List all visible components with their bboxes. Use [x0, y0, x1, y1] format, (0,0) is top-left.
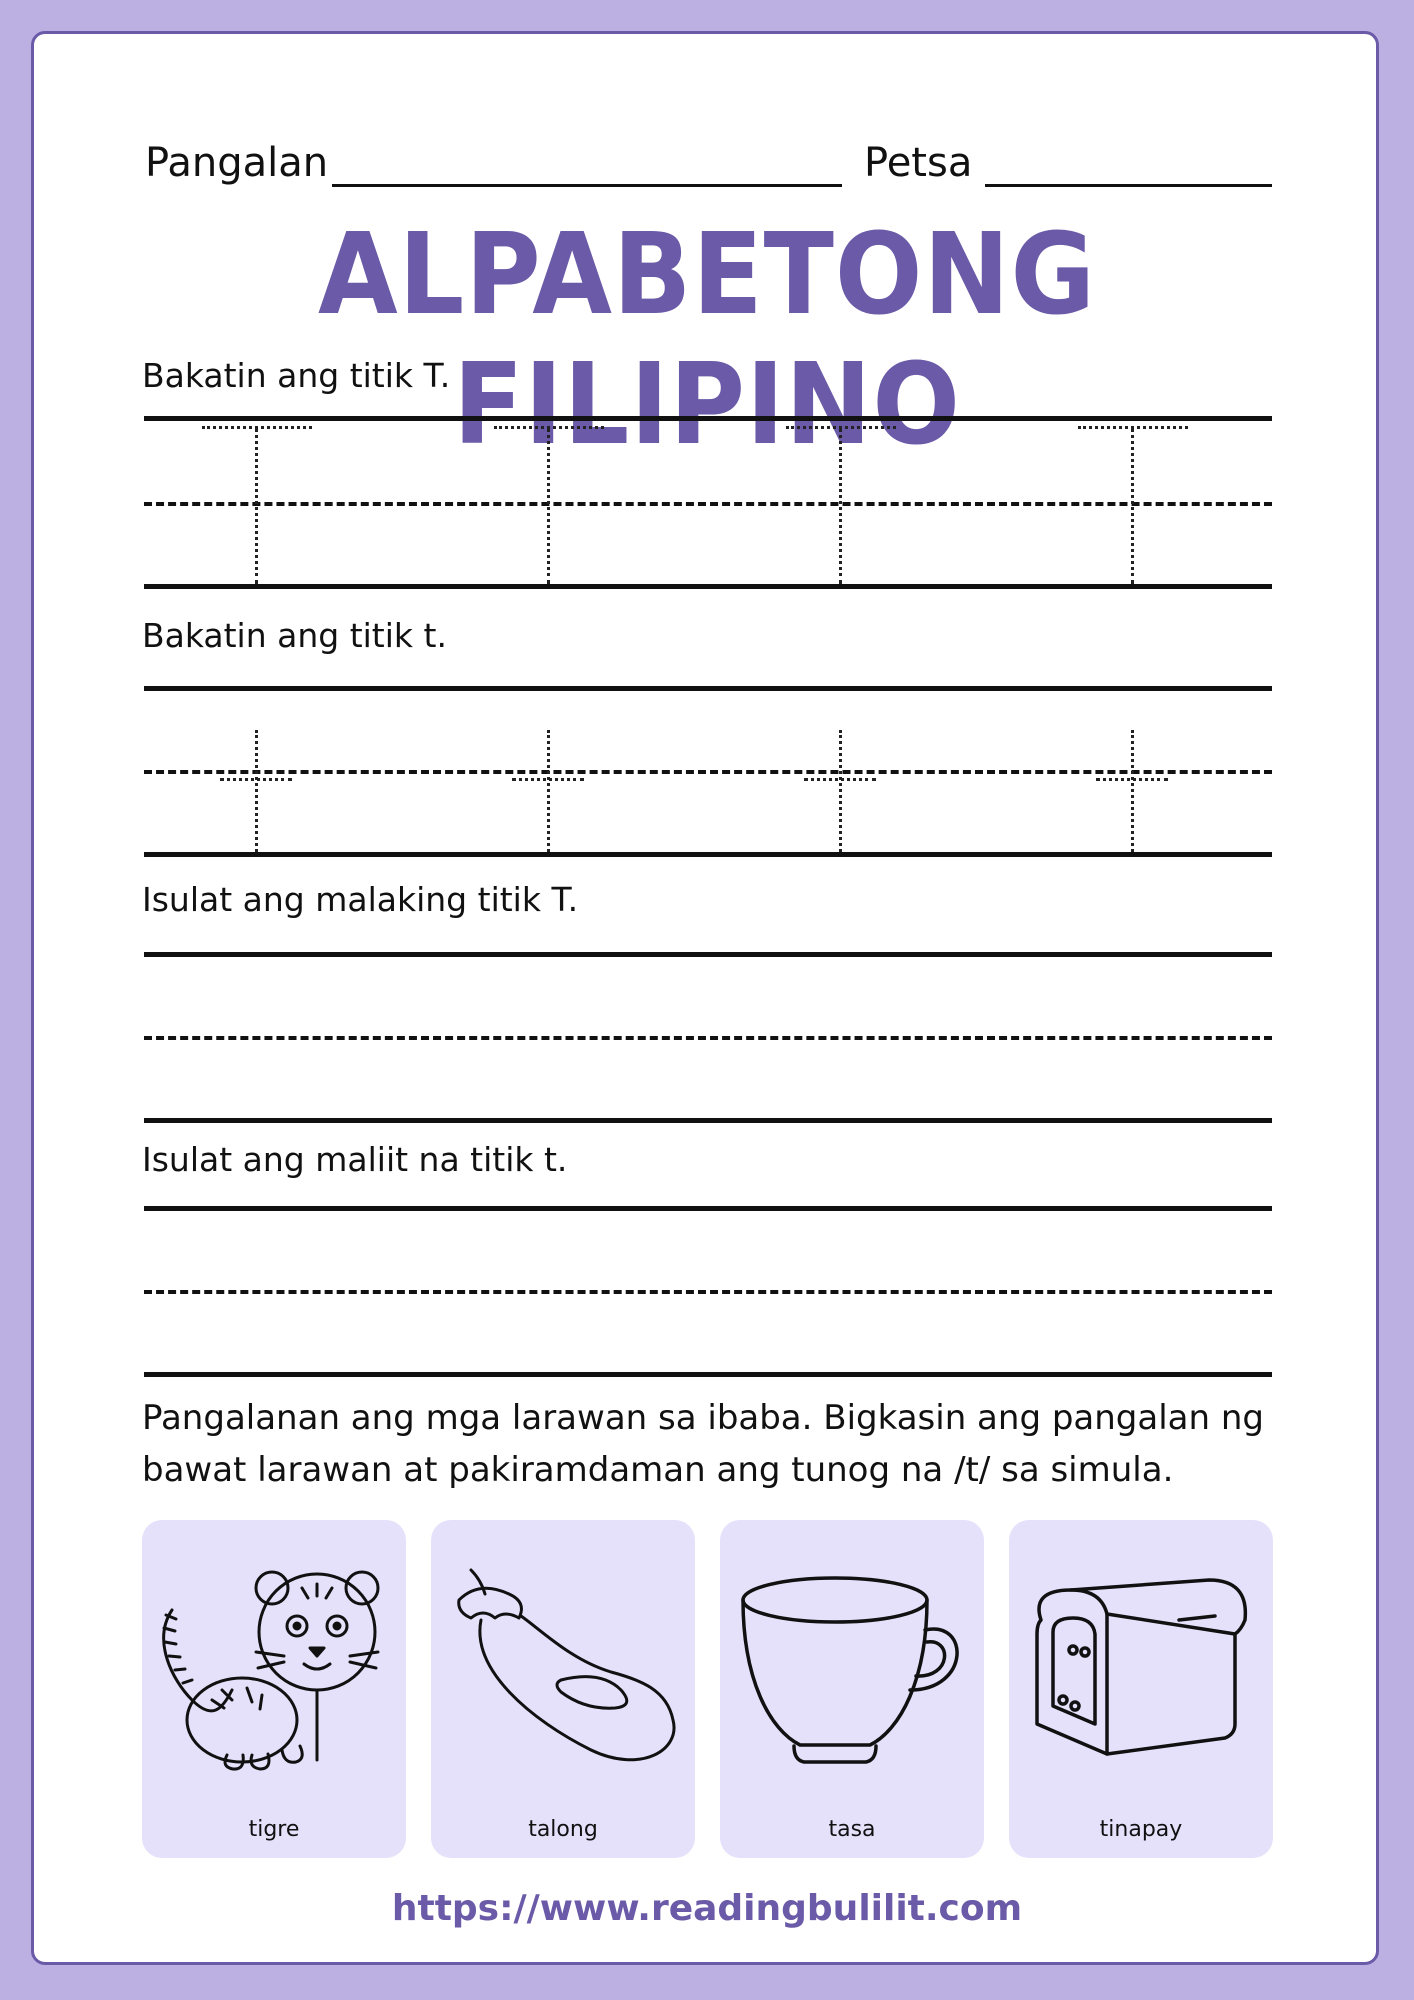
- trace-letter-t-bar: [512, 778, 584, 781]
- trace-letter-T-stem: [547, 428, 550, 584]
- trace-letter-T-stem: [1131, 428, 1134, 584]
- trace-upper-mid-line: [144, 502, 1272, 506]
- picture-label-tasa: tasa: [828, 1817, 876, 1842]
- bread-icon: [1019, 1560, 1263, 1790]
- eggplant-icon: [441, 1560, 685, 1790]
- cup-icon: [730, 1560, 974, 1790]
- trace-letter-t-bar: [220, 778, 292, 781]
- trace-letter-T-stem: [255, 428, 258, 584]
- write-upper-top-line[interactable]: [144, 952, 1272, 957]
- picture-label-tinapay: tinapay: [1099, 1817, 1183, 1842]
- picture-label-talong: talong: [528, 1817, 598, 1842]
- name-label: Pangalan: [145, 140, 329, 186]
- trace-letter-T-stem: [839, 428, 842, 584]
- write-lower-instruction: Isulat ang maliit na titik t.: [142, 1140, 568, 1179]
- picture-card-tinapay[interactable]: [1009, 1520, 1273, 1858]
- trace-letter-t-stem: [255, 730, 258, 852]
- write-upper-base-line[interactable]: [144, 1118, 1272, 1123]
- write-upper-instruction: Isulat ang malaking titik T.: [142, 880, 579, 919]
- trace-lower-base-line: [144, 852, 1272, 857]
- picture-label-tigre: tigre: [248, 1817, 300, 1842]
- tiger-icon: [152, 1560, 396, 1790]
- trace-upper-base-line: [144, 584, 1272, 589]
- picture-card-tigre[interactable]: [142, 1520, 406, 1858]
- pictures-instruction: Pangalanan ang mga larawan sa ibaba. Bigkasin ang pangalan ng bawat larawan at pakiramdaman ang tunog na /t/ sa simula.: [142, 1398, 1264, 1490]
- write-lower-base-line[interactable]: [144, 1372, 1272, 1377]
- write-lower-top-line[interactable]: [144, 1206, 1272, 1211]
- trace-letter-t-stem: [547, 730, 550, 852]
- footer-url[interactable]: https://www.readingbulilit.com: [391, 1888, 1023, 1929]
- page-title: ALPABETONG FILIPINO: [317, 210, 1097, 470]
- write-upper-mid-line[interactable]: [144, 1036, 1272, 1040]
- picture-card-tasa[interactable]: [720, 1520, 984, 1858]
- picture-card-talong[interactable]: [431, 1520, 695, 1858]
- trace-lower-mid-line: [144, 770, 1272, 774]
- trace-letter-t-stem: [839, 730, 842, 852]
- trace-letter-t-bar: [1096, 778, 1168, 781]
- trace-lower-top-line: [144, 686, 1272, 691]
- date-label: Petsa: [864, 140, 973, 186]
- trace-upper-instruction: Bakatin ang titik T.: [142, 356, 451, 395]
- trace-lower-instruction: Bakatin ang titik t.: [142, 616, 447, 655]
- trace-upper-top-line: [144, 416, 1272, 421]
- trace-letter-t-bar: [804, 778, 876, 781]
- trace-letter-t-stem: [1131, 730, 1134, 852]
- write-lower-mid-line[interactable]: [144, 1290, 1272, 1294]
- date-field[interactable]: [985, 184, 1272, 187]
- name-field[interactable]: [332, 184, 842, 187]
